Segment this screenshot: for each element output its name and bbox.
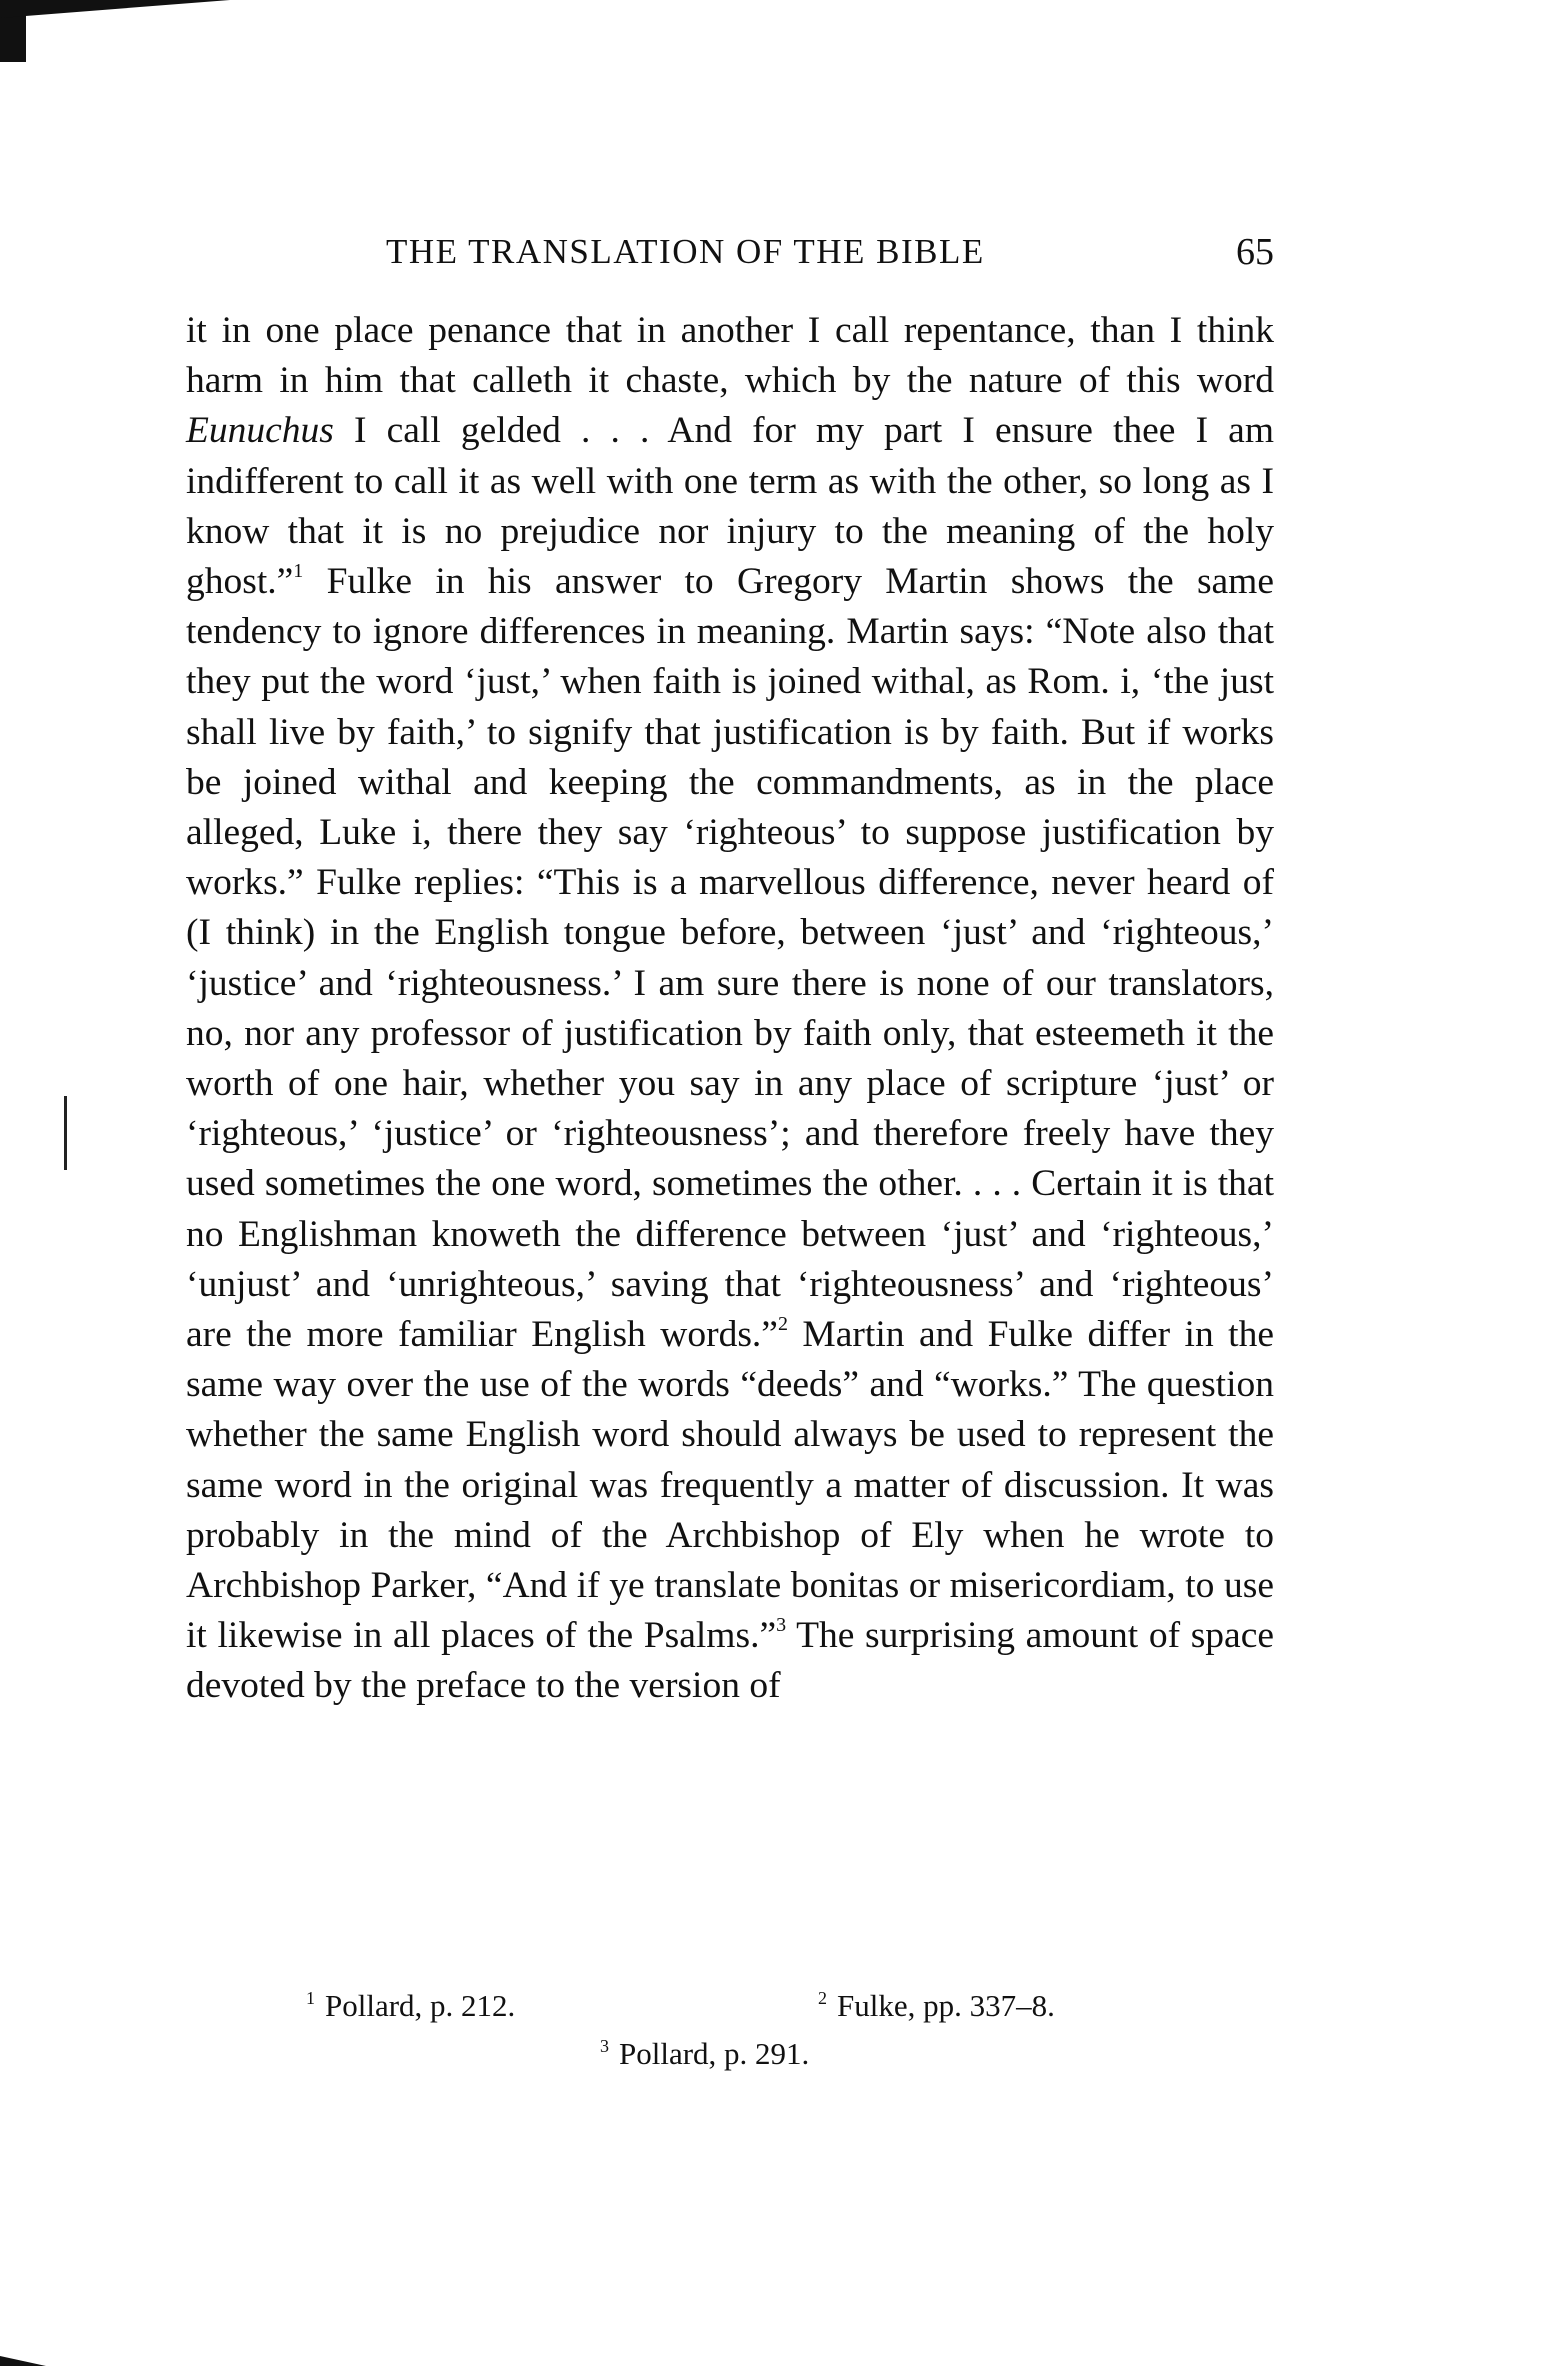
body-text-segment: Fulke in his answer to Gregory Martin shows the same tendency to ignore differences in meaning. Martin says: “Note also that they put the word ‘just,’ when faith is joined withal, as Rom. i, ‘the just shall live by faith,’ to signify that justification is by faith. But if works be joined withal and keeping the commandments, as in the place alleged, Luke i, there they say ‘righteous’ to suppose justification by works.” Fulke replies: “This is a marvellous difference, never heard of (I think) in the English tongue before, between ‘just’ and ‘righteous,’ ‘justice’ and ‘righteousness.’ I am sure there is none of our translators, no, nor any professor of justification by faith only, that esteemeth it the worth of one hair, whether you say in any place of scripture ‘just’ or ‘righteous,’ ‘justice’ or ‘righteousness’; and therefore freely have they used sometimes the one word, sometimes the other. . . . Certain it is that no Englishman knoweth the difference between ‘just’ and ‘righteous,’ ‘unjust’ and ‘unrighteous,’ saving that ‘righteousness’ and ‘righteous’ are the more familiar English words.” — [186, 561, 1274, 1356]
footnote — [818, 1976, 1055, 2028]
footnote-text: Pollard, p. 291. — [619, 2036, 810, 2071]
body-text-segment: Martin and Fulke differ in the same way over the use of the words “deeds” and “works.” The question whether the same English word should always be used to represent the same word in the original was frequently a matter of discussion. It was probably in the mind of the Archbishop of Ely when he wrote to Archbishop Parker, “And if ye translate bonitas or misericordiam, to use it likewise in all places of the Psalms.” — [186, 1314, 1274, 1657]
body-text-segment: I call gelded . . . And for my part I ensure thee I am indifferent to call it as well with one term as with the other, so long as I know that it is no prejudice nor injury to the meaning of the holy ghost.” — [186, 410, 1274, 603]
footnote — [600, 2024, 809, 2076]
footnote-mark: 1 — [306, 1988, 315, 2008]
running-title: THE TRANSLATION OF THE BIBLE — [386, 232, 985, 271]
body-text-segment: it in one place penance that in another I call repentance, than I think harm in him that calleth it chaste, which by the nature of this word — [186, 310, 1274, 402]
body-paragraph — [186, 306, 1274, 1712]
footnotes — [186, 1976, 1274, 2076]
footnote-text: Pollard, p. 212. — [325, 1988, 516, 2023]
footnote — [306, 1976, 515, 2028]
scan-corner-mark — [0, 0, 230, 18]
footnote-mark: 2 — [818, 1988, 827, 2008]
footnote-reference: 2 — [777, 1313, 788, 1336]
page-number: 65 — [1236, 231, 1274, 273]
running-head — [186, 222, 1274, 282]
footnote-reference: 1 — [293, 560, 304, 583]
footnote-text: Fulke, pp. 337–8. — [837, 1988, 1055, 2023]
footnote-reference: 3 — [776, 1614, 787, 1637]
margin-mark — [64, 1096, 67, 1170]
italic-term: Eunuchus — [186, 410, 334, 452]
body-text-segment: The surprising amount of space devoted by the preface to the version of — [186, 1615, 1274, 1707]
footnote-mark: 3 — [600, 2036, 609, 2056]
scan-corner-mark-bottom — [0, 2356, 46, 2366]
